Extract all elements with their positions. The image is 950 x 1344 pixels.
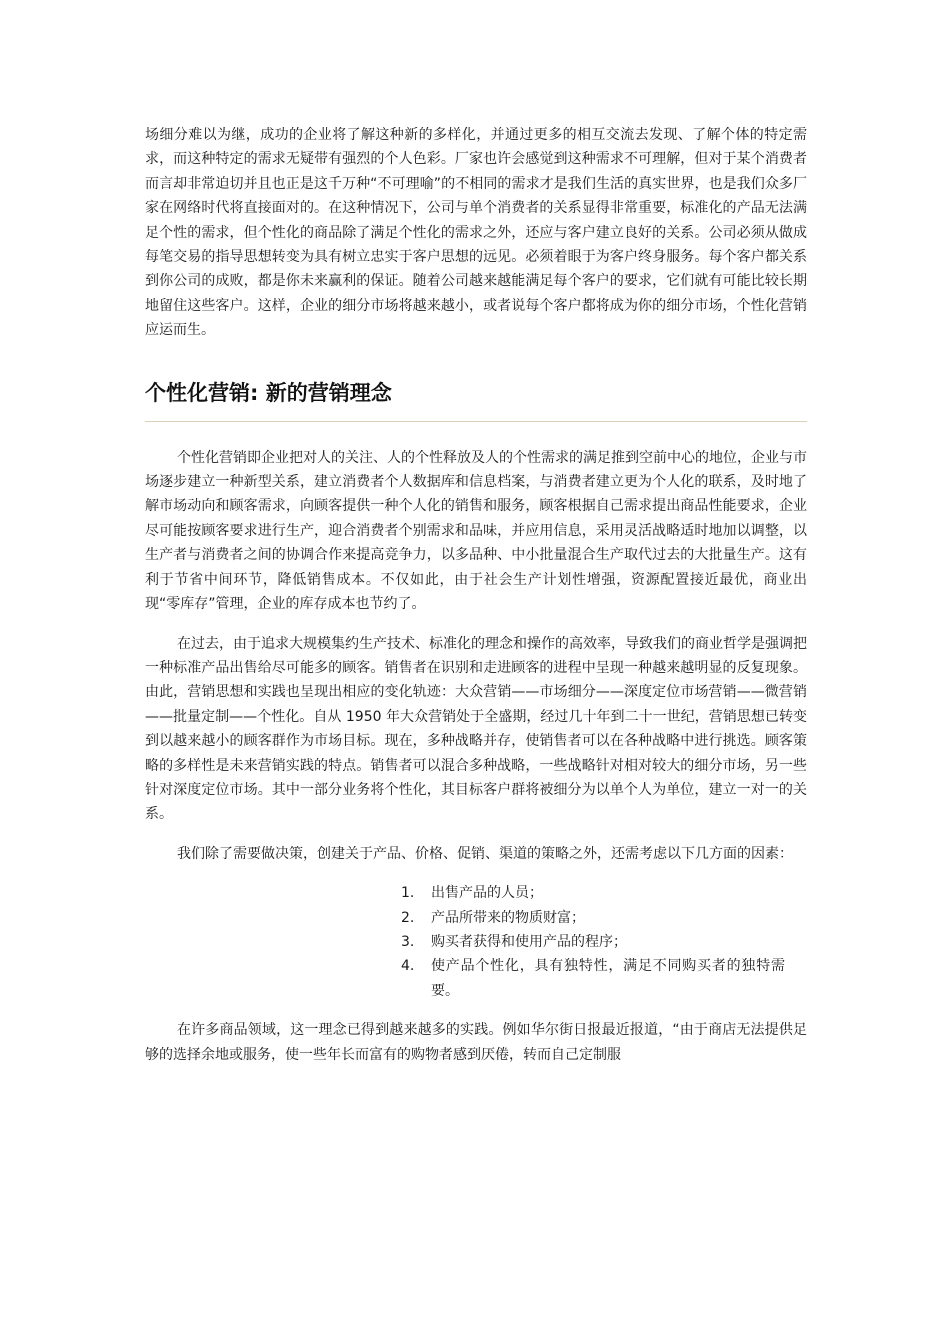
spacer bbox=[145, 827, 807, 842]
closing-paragraph: 在许多商品领域，这一理念已得到越来越多的实践。例如华尔街日报最近报道，“由于商店无法提供足够的选择余地或服务，使一些年长而富有的购物者感到厌倦，转而自己定制服 bbox=[145, 1022, 807, 1063]
list-item bbox=[401, 954, 785, 1003]
body-paragraph-3: 我们除了需要做决策，创建关于产品、价格、促销、渠道的策略之外，还需考虑以下几方面的因素： bbox=[177, 845, 793, 862]
body-paragraph-2: 在过去，由于追求大规模集约生产技术、标准化的理念和操作的高效率，导致我们的商业哲学是强调把一种标准产品出售给尽可能多的顾客。销售者在识别和走进顾客的进程中呈现一种越来越明显的反复现象。由此，营销思想和实践也呈现出相应的变化轨迹：大众营销——市场细分——深度定位市场营销——微营销——批量定制——个性化。自从 1950 年大众营销处于全盛期，经过几十年到二十一世纪，营销思想已转变到以越来越小的顾客群作为市场目标。现在，多种战略并存，使销售者可以在各种战略中进行挑选。顾客策略的多样性是未来营销实践的特点。销售者可以混合多种战略，一些战略针对相对较大的细分市场，另一些针对深度定位市场。其中一部分业务将个性化，其目标客户群将被细分为以单个人为单位，建立一对一的关系。 bbox=[145, 635, 807, 823]
spacer bbox=[145, 866, 807, 881]
list-item bbox=[401, 906, 785, 930]
section-heading: 个性化营销: 新的营销理念 bbox=[145, 377, 807, 422]
list-item-number: 1. bbox=[401, 885, 415, 902]
list-item-text: 出售产品的人员； bbox=[431, 885, 543, 902]
list-item-text: 产品所带来的物质财富； bbox=[431, 909, 585, 926]
document-body bbox=[145, 123, 807, 1067]
factor-list bbox=[401, 881, 785, 1003]
intro-paragraph: 场细分难以为继，成功的企业将了解这种新的多样化，并通过更多的相互交流去发现、了解个体的特定需求，而这种特定的需求无疑带有强烈的个人色彩。厂家也许会感觉到这种需求不可理解，但对于某个消费者而言却非常迫切并且也正是这千万种“不可理喻”的不相同的需求才是我们生活的真实世界，也是我们众多厂家在网络时代将直接面对的。在这种情况下，公司与单个消费者的关系显得非常重要，标准化的产品无法满足个性的需求，但个性化的商品除了满足个性化的需求之外，还应与客户建立良好的关系。公司必须从做成每笔交易的指导思想转变为具有树立忠实于客户思想的远见。必须着眼于为客户终身服务。每个客户都关系到你公司的成败，都是你未来赢利的保证。随着公司越来越能满足每个客户的要求，它们就有可能比较长期地留住这些客户。这样，企业的细分市场将越来越小，或者说每个客户都将成为你的细分市场，个性化营销应运而生。 bbox=[145, 127, 807, 339]
spacer bbox=[145, 1003, 807, 1018]
list-item-number: 4. bbox=[401, 958, 415, 975]
spacer bbox=[145, 422, 807, 446]
list-item bbox=[401, 881, 785, 905]
list-item-number: 3. bbox=[401, 933, 415, 950]
body-paragraph-1: 个性化营销即企业把对人的关注、人的个性释放及人的个性需求的满足推到空前中心的地位，企业与市场逐步建立一种新型关系，建立消费者个人数据库和信息档案，与消费者建立更为个人化的联系，及时地了解市场动向和顾客需求，向顾客提供一种个人化的销售和服务，顾客根据自己需求提出商品性能要求，企业尽可能按顾客要求进行生产，迎合消费者个别需求和品味，并应用信息，采用灵活战略适时地加以调整，以生产者与消费者之间的协调合作来提高竞争力，以多品种、中小批量混合生产取代过去的大批量生产。这有利于节省中间环节，降低销售成本。不仅如此，由于社会生产计划性增强，资源配置接近最优，商业出现“零库存”管理，企业的库存成本也节约了。 bbox=[145, 449, 807, 613]
spacer bbox=[145, 617, 807, 632]
list-item-number: 2. bbox=[401, 909, 415, 926]
list-item bbox=[401, 930, 785, 954]
list-item-text: 使产品个性化，具有独特性，满足不同购买者的独特需要。 bbox=[431, 958, 785, 999]
list-item-text: 购买者获得和使用产品的程序； bbox=[431, 933, 627, 950]
